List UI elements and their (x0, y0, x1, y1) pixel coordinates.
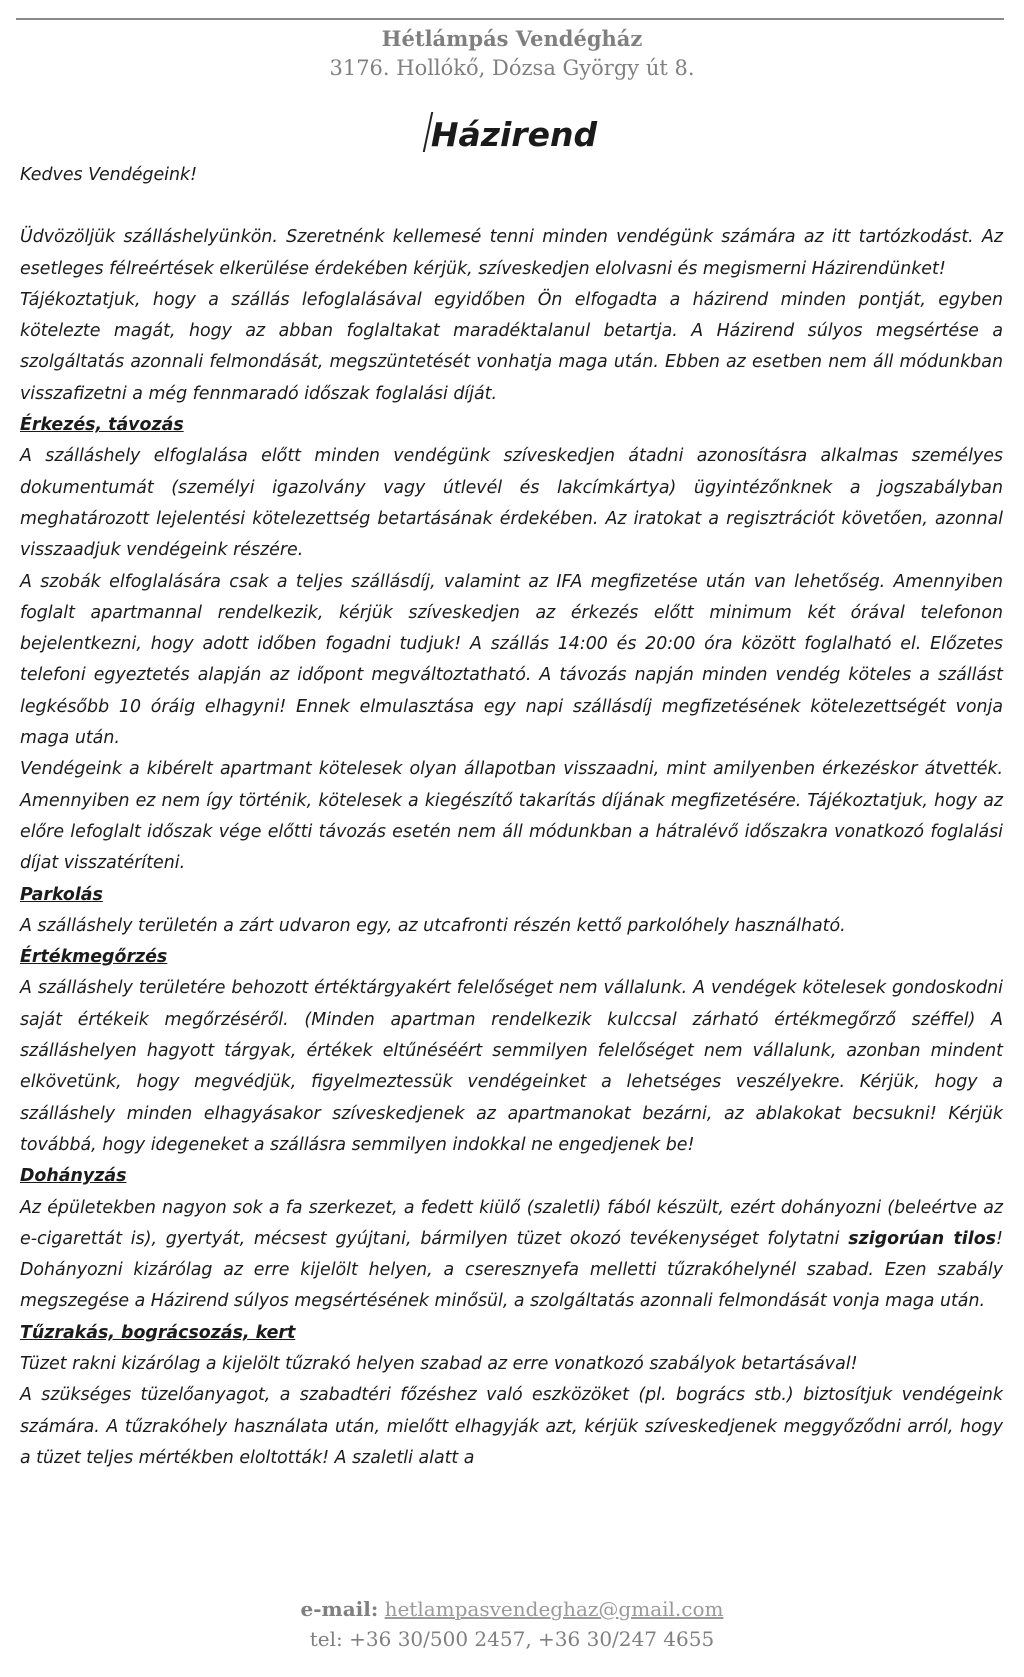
smoking-text-after: ! Dohányozni kizárólag az erre kijelölt helyen, a cseresznyefa melletti tűzrakóhelynél szabad. Ezen szabály megszegése a Házirend súlyos megsértésének minősül, a szolgáltatás azonnali felmondását vonja maga után. (20, 1228, 1003, 1312)
guesthouse-name: Hétlámpás Vendégház (381, 26, 643, 51)
section-heading-arrival: Érkezés, távozás (20, 415, 184, 436)
valuables-paragraph: A szálláshely területére behozott értéktárgyakért felelőséget nem vállalunk. A vendégek kötelesek gondoskodni saját értékeik megőrzéséről. (Minden apartman rendelkezik kulccsal zárható értékmegőrző széffel) A szálláshelyen hagyott tárgyak, értékek eltűnéséért semmilyen felelőséget nem vállalunk, azonban mindent elkövetünk, hogy megvédjük, figyelmeztessük vendégeinket a lehetséges veszélyekre. Kérjük, hogy a szálláshely minden elhagyásakor szíveskedjenek az apartmanokat bezárni, az ablakokat becsukni! Kérjük továbbá, hogy idegeneket a szállásra semmilyen indokkal ne engedjenek be! (20, 978, 1003, 1155)
document-title: Házirend (430, 115, 598, 154)
footer-email-line (0, 1597, 1024, 1621)
email-label: e-mail: (300, 1597, 379, 1621)
smoking-text-before: Az épületekben nagyon sok a fa szerkezet, a fedett kiülő (szaletli) fából készült, ezért dohányozni (beleértve az e-cigarettát is), gyertyát, mécsest gyújtani, bármilyen tüzet okozó tevékenységet folytatni (20, 1197, 1003, 1249)
email-link[interactable]: hetlampasvendeghaz@gmail.com (384, 1597, 724, 1621)
fire-paragraph: Tüzet rakni kizárólag a kijelölt tűzrakó helyen szabad az erre vonatkozó szabályok betartásával! (20, 1353, 858, 1374)
greeting: Kedves Vendégeink! (20, 165, 198, 185)
parking-paragraph: A szálláshely területén a zárt udvaron egy, az utcafronti részén kettő parkolóhely használható. (20, 915, 846, 936)
arrival-paragraph: Vendégeink a kibérelt apartmant kötelesek olyan állapotban visszaadni, mint amilyenben érkezéskor átvették. Amennyiben ez nem így történik, kötelesek a kiegészítő takarítás díjának megfizetésére. Tájékoztatjuk, hogy az előre lefoglalt időszak vége előtti távozás esetén nem áll módunkban a hátralévő időszakra vonatkozó foglalási díjat visszatéríteni. (20, 759, 1003, 874)
section-heading-smoking: Dohányzás (20, 1166, 127, 1187)
fire-paragraph: A szükséges tüzelőanyagot, a szabadtéri főzéshez való eszközöket (pl. bogrács stb.) biztosítjuk vendégeink számára. A tűzrakóhely használata után, mielőtt elhagyják azt, kérjük szíveskedjenek meggyőződni arról, hogy a tüzet teljes mértékben eloltották! A szaletli alatt a (20, 1385, 1003, 1468)
document-title-wrapper (0, 112, 1024, 154)
guesthouse-address: 3176. Hollókő, Dózsa György út 8. (329, 56, 695, 80)
smoking-paragraph (20, 1193, 1003, 1318)
footer-phone: tel: +36 30/500 2457, +36 30/247 4655 (309, 1627, 715, 1651)
smoking-emphasis: szigorúan tilos (848, 1228, 997, 1249)
intro-paragraph: Üdvözöljük szálláshelyünkön. Szeretnénk kellemesé tenni minden vendégünk számára az itt tartózkodást. Az esetleges félreértések elkerülése érdekében kérjük, szíveskedjen elolvasni és megismerni Házirendünket! (20, 227, 1003, 279)
section-heading-valuables: Értékmegőrzés (20, 947, 168, 968)
section-heading-parking: Parkolás (20, 884, 103, 905)
arrival-paragraph: A szobák elfoglalására csak a teljes szállásdíj, valamint az IFA megfizetése után van lehetőség. Amennyiben foglalt apartmannal rendelkezik, kérjük szíveskedjen az érkezés előtt minimum két órával telefonon bejelentkezni, hogy adott időben fogadni tudjuk! A szállás 14:00 és 20:00 óra között foglalható el. Előzetes telefoni egyeztetés alapján az időpont megváltoztatható. A távozás napján minden vendég köteles a szállást legkésőbb 10 óráig elhagyni! Ennek elmulasztása egy napi szállásdíj megfizetésének kötelezettségét vonja maga után. (20, 571, 1003, 749)
intro-paragraph: Tájékoztatjuk, hogy a szállás lefoglalásával egyidőben Ön elfogadta a házirend minden pontját, egyben kötelezte magát, hogy az abban foglaltakat maradéktalanul betartja. A Házirend súlyos megsértése a szolgáltatás azonnali felmondását, megszüntetését vonhatja maga után. Ebben az esetben nem áll módunkban visszafizetni a még fennmaradó időszak foglalási díját. (20, 289, 1003, 404)
document-body (20, 160, 1003, 1474)
section-heading-fire: Tűzrakás, bográcsozás, kert (20, 1322, 296, 1343)
arrival-paragraph: A szálláshely elfoglalása előtt minden vendégünk szíveskedjen átadni azonosításra alkalmas személyes dokumentumát (személyi igazolvány vagy útlevél és lakcímkártya) ügyintézőnknek a jogszabályban meghatározott lejelentési kötelezettség betartásának érdekében. Az iratokat a regisztrációt követően, azonnal visszaadjuk vendégeink részére. (20, 446, 1003, 561)
top-rule (16, 18, 1004, 20)
